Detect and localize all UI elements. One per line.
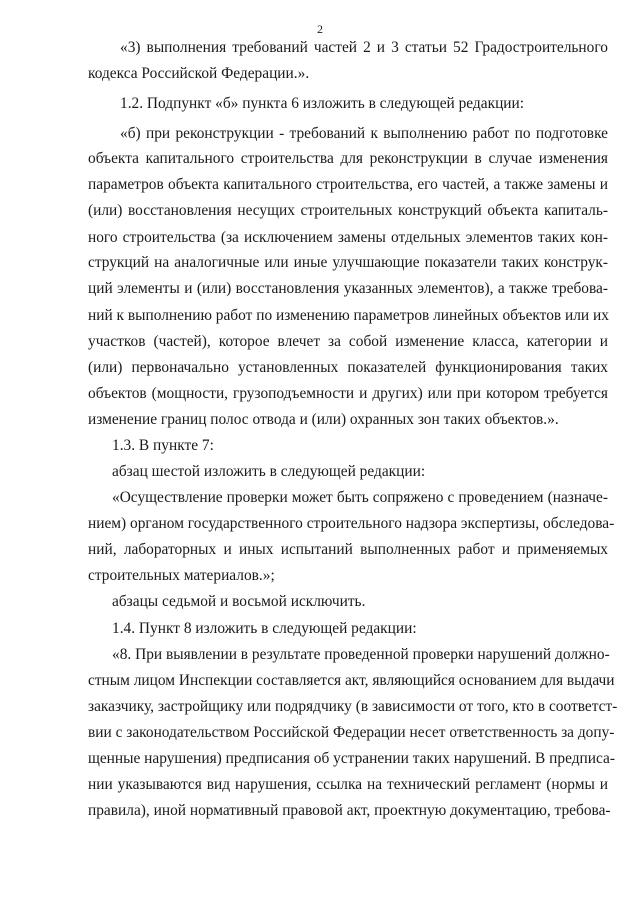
text-line: струкций на аналогичные или иные улучшающие показатели таких конструк-: [88, 254, 608, 271]
text-line: (или) восстановления несущих строительных конструкций объекта капиталь-: [88, 202, 608, 219]
text-line: «3) выполнения требований частей 2 и 3 статьи 52 Градостроительного: [120, 39, 608, 56]
text-line: правила), иной нормативный правовой акт, проектную документацию, требова-: [88, 802, 611, 819]
text-line: 1.3. В пункте 7:: [112, 437, 214, 454]
text-line: кодекса Российской Федерации.».: [88, 65, 310, 82]
text-line: абзац шестой изложить в следующей редакции:: [112, 463, 426, 480]
text-line: «б) при реконструкции - требований к выполнению работ по подготовке: [120, 125, 608, 142]
text-line: 1.2. Подпункт «б» пункта 6 изложить в следующей редакции:: [120, 95, 525, 112]
text-line: вии с законодательством Российской Федерации несет ответственность за допу-: [88, 724, 615, 741]
text-line: (или) первоначально установленных показателей функционирования таких: [88, 359, 608, 376]
text-line: нии указываются вид нарушения, ссылка на технический регламент (нормы и: [88, 776, 608, 793]
text-line: «Осуществление проверки может быть сопряжено с проведением (назначе-: [112, 489, 608, 506]
text-line: ний, лабораторных и иных испытаний выполненных работ и применяемых: [88, 541, 608, 558]
text-line: объектов (мощности, грузоподъемности и других) или при котором требуется: [88, 385, 608, 402]
text-line: ний к выполнению работ по изменению параметров линейных объектов или их: [88, 307, 609, 324]
text-line: абзацы седьмой и восьмой исключить.: [112, 593, 366, 610]
text-line: участков (частей), которое влечет за собой изменение класса, категории и: [88, 333, 608, 350]
page-number: 2: [317, 22, 323, 36]
text-line: заказчику, застройщику или подрядчику (в зависимости от того, кто в соответст-: [88, 698, 618, 715]
text-line: «8. При выявлении в результате проведенной проверки нарушений должно-: [112, 646, 610, 663]
text-line: изменение границ полос отвода и (или) охранных зон таких объектов.».: [88, 411, 559, 428]
text-line: щенные нарушения) предписания об устранении таких нарушений. В предписа-: [88, 750, 616, 767]
text-line: стным лицом Инспекции составляется акт, являющийся основанием для выдачи: [88, 672, 615, 689]
text-line: ций элементы и (или) восстановления указанных элементов), а также требова-: [88, 280, 608, 297]
text-line: ного строительства (за исключением замены отдельных элементов таких кон-: [88, 229, 608, 246]
text-line: нием) органом государственного строительного надзора экспертизы, обследова-: [88, 515, 615, 532]
text-line: объекта капитального строительства для реконструкции в случае изменения: [88, 150, 608, 167]
text-line: параметров объекта капитального строительства, его частей, а также замены и: [88, 176, 608, 193]
text-line: 1.4. Пункт 8 изложить в следующей редакции:: [112, 620, 417, 637]
text-line: строительных материалов.»;: [88, 567, 275, 584]
